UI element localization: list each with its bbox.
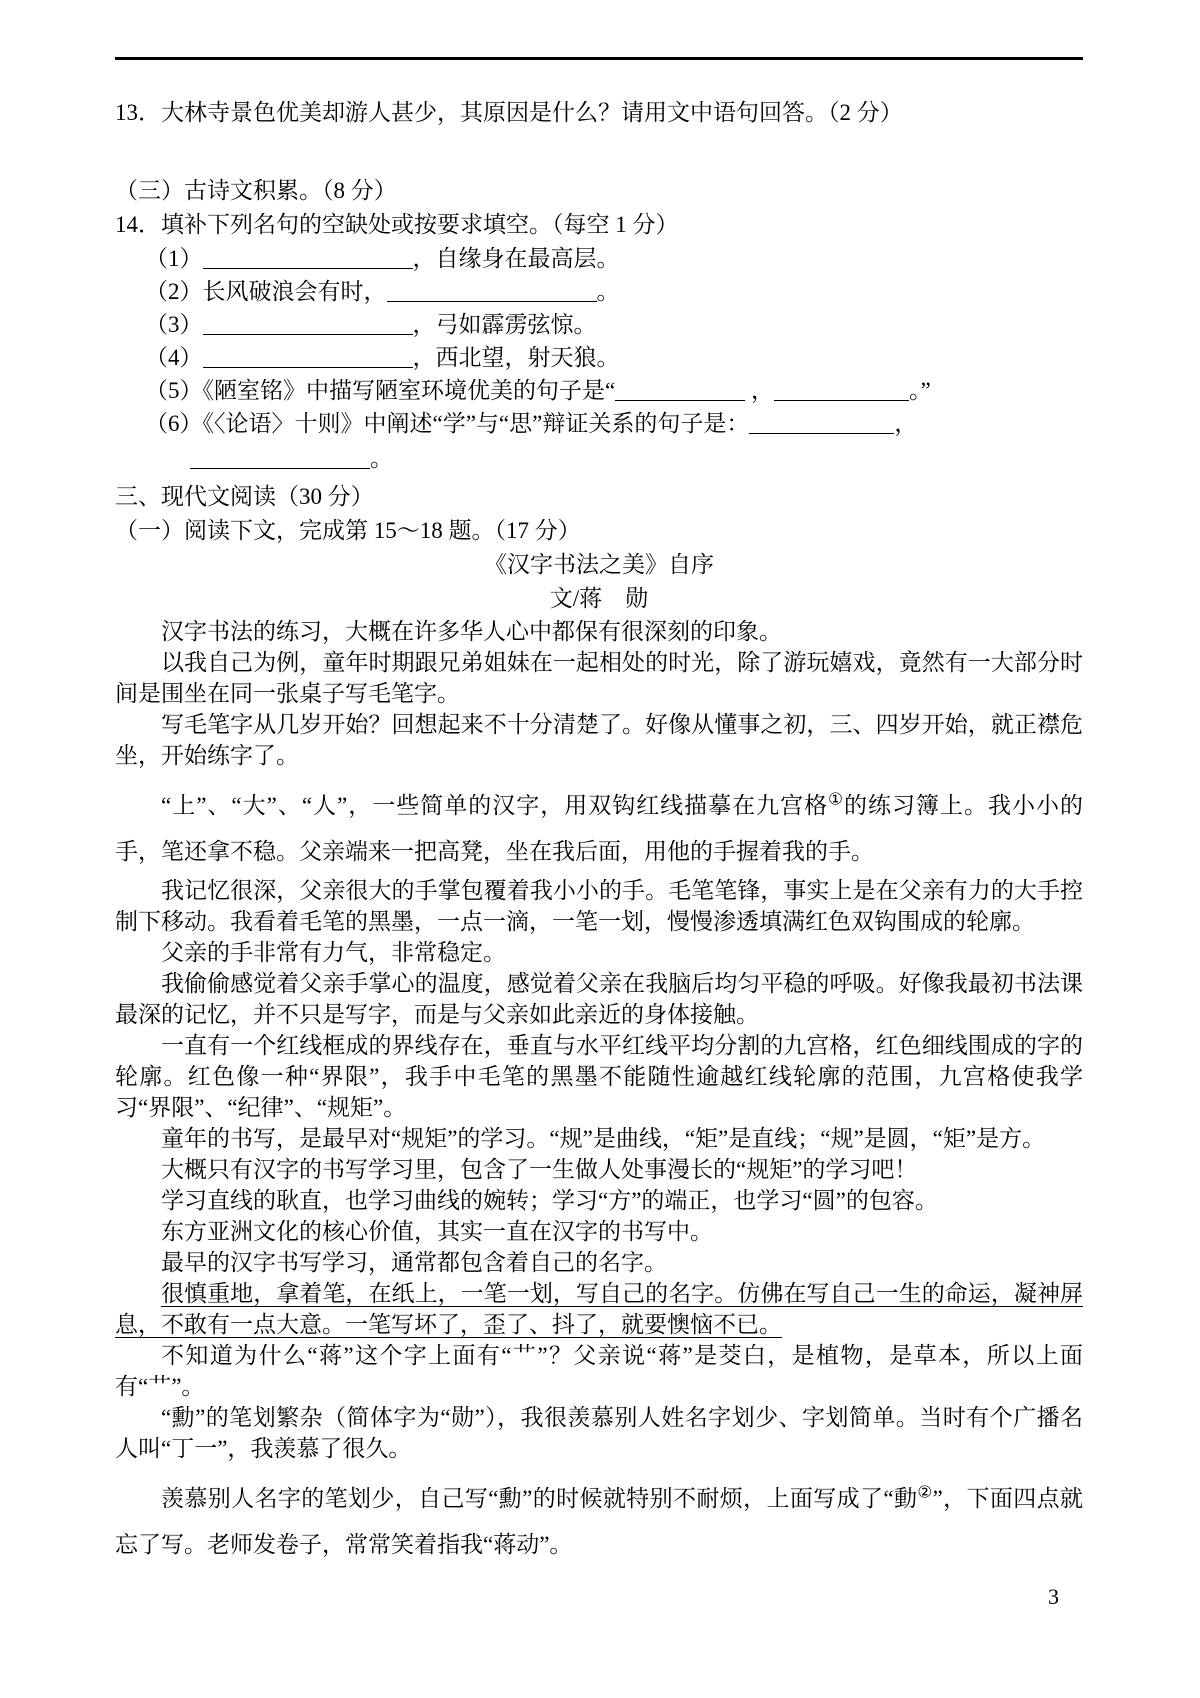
fill-item-text: （6）《〈论语〉十则》中阐述“学”与“思”辩证关系的句子是： <box>145 411 750 436</box>
fill-item <box>115 308 1083 341</box>
paragraph-text: 最早的汉字书写学习，通常都包含着自己的名字。 <box>161 1250 667 1275</box>
fill-item-text: ，西北望，射天狼。 <box>412 345 620 370</box>
part3-heading: （三）古诗文积累。（8 分） <box>115 178 397 203</box>
fill-item-text: （3） <box>145 312 203 337</box>
passage-paragraph <box>115 1123 1083 1154</box>
passage-paragraph <box>115 647 1083 709</box>
paragraph-text: 父亲的手非常有力气，非常稳定。 <box>161 940 506 965</box>
reading-1-subheading: （一）阅读下文，完成第 15～18 题。（17 分） <box>115 518 581 543</box>
fill-items <box>115 242 1083 478</box>
paragraph-text: 汉字书法的练习，大概在许多华人心中都保有很深刻的印象。 <box>161 619 782 644</box>
fill-item-text: （1） <box>145 246 203 271</box>
passage-byline: 文/蒋 勋 <box>549 586 649 611</box>
passage-paragraph <box>115 709 1083 771</box>
fill-item-text: 。 <box>596 279 620 304</box>
fill-item <box>115 242 1083 275</box>
answer-blank[interactable] <box>190 445 370 469</box>
paragraph-text: ”，下面四点就忘了写。老师发卷子，常常笑着指我“蒋动”。 <box>115 1486 1083 1557</box>
footnote-marker: ② <box>917 1482 933 1502</box>
page-number: 3 <box>1048 1584 1059 1609</box>
passage-paragraph <box>115 1476 1083 1568</box>
passage-paragraph <box>115 1247 1083 1278</box>
section-3-heading: 三、现代文阅读（30 分） <box>115 484 374 509</box>
fill-item-text: 。” <box>908 378 931 403</box>
paragraph-text: 很慎重地，拿着笔，在纸上，一笔一划，写自己的名字。仿佛在写自己一生的命运，凝神屏息，不敢有一点大意。一笔写坏了，歪了、抖了，就要懊恼不已。 <box>115 1281 1083 1337</box>
question-14: 14．填补下列名句的空缺处或按要求填空。（每空 1 分） <box>115 212 679 237</box>
answer-blank[interactable] <box>203 311 413 335</box>
passage-paragraph <box>115 1402 1083 1464</box>
header-rule <box>115 57 1083 60</box>
paragraph-text: 东方亚洲文化的核心价值，其实一直在汉字的书写中。 <box>161 1219 713 1244</box>
fill-item <box>115 407 1083 440</box>
passage-paragraph <box>115 783 1083 875</box>
fill-item <box>115 440 1083 478</box>
passage-body <box>115 616 1083 1568</box>
passage-paragraph <box>115 937 1083 968</box>
answer-blank[interactable] <box>749 410 894 434</box>
fill-item <box>115 374 1083 407</box>
fill-item-text: ， <box>894 411 918 436</box>
paragraph-text: 我偷偷感觉着父亲手掌心的温度，感觉着父亲在我脑后均匀平稳的呼吸。好像我最初书法课最深的记忆，并不只是写字，而是与父亲如此亲近的身体接触。 <box>115 971 1083 1027</box>
paragraph-text: 不知道为什么“蒋”这个字上面有“艹”？父亲说“蒋”是茭白，是植物，是草本，所以上面有“艹”。 <box>115 1343 1083 1399</box>
paragraph-text: 我记忆很深，父亲很大的手掌包覆着我小小的手。毛笔笔锋，事实上是在父亲有力的大手控制下移动。我看着毛笔的黑墨，一点一滴，一笔一划，慢慢渗透填满红色双钩围成的轮廓。 <box>115 878 1083 934</box>
passage-paragraph <box>115 1340 1083 1402</box>
answer-blank[interactable] <box>203 344 413 368</box>
fill-item-text: （5）《陋室铭》中描写陋室环境优美的句子是“ <box>145 378 616 403</box>
paragraph-text: 一直有一个红线框成的界线存在，垂直与水平红线平均分割的九宫格，红色细线围成的字的轮廓。红色像一种“界限”，我手中毛笔的黑墨不能随性逾越红线轮廓的范围，九宫格使我学习“界限”、“纪律”、“规矩”。 <box>115 1033 1083 1120</box>
fill-item-text: （4） <box>145 345 203 370</box>
answer-blank[interactable] <box>774 377 909 401</box>
passage-paragraph <box>115 616 1083 647</box>
fill-item-text: 。 <box>370 446 393 471</box>
passage-title: 《汉字书法之美》自序 <box>484 552 714 577</box>
paragraph-text: 羡慕别人名字的笔划少，自己写“勳”的时候就特别不耐烦，上面写成了“動 <box>161 1486 918 1511</box>
paragraph-text: 以我自己为例，童年时期跟兄弟姐妹在一起相处的时光，除了游玩嬉戏，竟然有一大部分时间是围坐在同一张桌子写毛笔字。 <box>115 650 1083 706</box>
paragraph-text: “上”、“大”、“人”，一些简单的汉字，用双钩红线描摹在九宫格 <box>161 793 829 818</box>
passage-paragraph <box>115 875 1083 937</box>
fill-item-text: ，弓如霹雳弦惊。 <box>412 312 597 337</box>
page-content <box>115 40 1083 1568</box>
passage-paragraph <box>115 1185 1083 1216</box>
answer-blank[interactable] <box>615 377 745 401</box>
passage-paragraph <box>115 1216 1083 1247</box>
footnote-marker: ① <box>828 789 845 809</box>
paragraph-text: 的练习簿上。我小小的手，笔还拿不稳。父亲端来一把高凳，坐在我后面，用他的手握着我的手。 <box>115 793 1083 864</box>
paragraph-text: 童年的书写，是最早对“规矩”的学习。“规”是曲线，“矩”是直线；“规”是圆，“矩”是方。 <box>161 1126 1046 1151</box>
answer-blank[interactable] <box>387 278 597 302</box>
answer-blank[interactable] <box>203 245 413 269</box>
paragraph-text: 学习直线的耿直，也学习曲线的婉转；学习“方”的端正，也学习“圆”的包容。 <box>161 1188 938 1213</box>
fill-item <box>115 341 1083 374</box>
paragraph-text: “勳”的笔划繁杂（简体字为“勋”），我很羡慕别人姓名字划少、字划简单。当时有个广播名人叫“丁一”，我羡慕了很久。 <box>115 1405 1083 1461</box>
passage-paragraph <box>115 1154 1083 1185</box>
passage-paragraph <box>115 968 1083 1030</box>
passage-paragraph <box>115 1030 1083 1123</box>
question-13: 13．大林寺景色优美却游人甚少，其原因是什么？请用文中语句回答。（2 分） <box>115 100 903 125</box>
passage-paragraph-underlined <box>115 1278 1083 1340</box>
paragraph-text: 写毛笔字从几岁开始？回想起来不十分清楚了。好像从懂事之初，三、四岁开始，就正襟危坐，开始练字了。 <box>115 712 1083 768</box>
paragraph-text: 大概只有汉字的书写学习里，包含了一生做人处事漫长的“规矩”的学习吧！ <box>161 1157 918 1182</box>
fill-item-text: （2）长风破浪会有时， <box>145 279 387 304</box>
fill-item-text: ， <box>745 378 774 403</box>
fill-item <box>115 275 1083 308</box>
fill-item-text: ，自缘身在最高层。 <box>412 246 620 271</box>
